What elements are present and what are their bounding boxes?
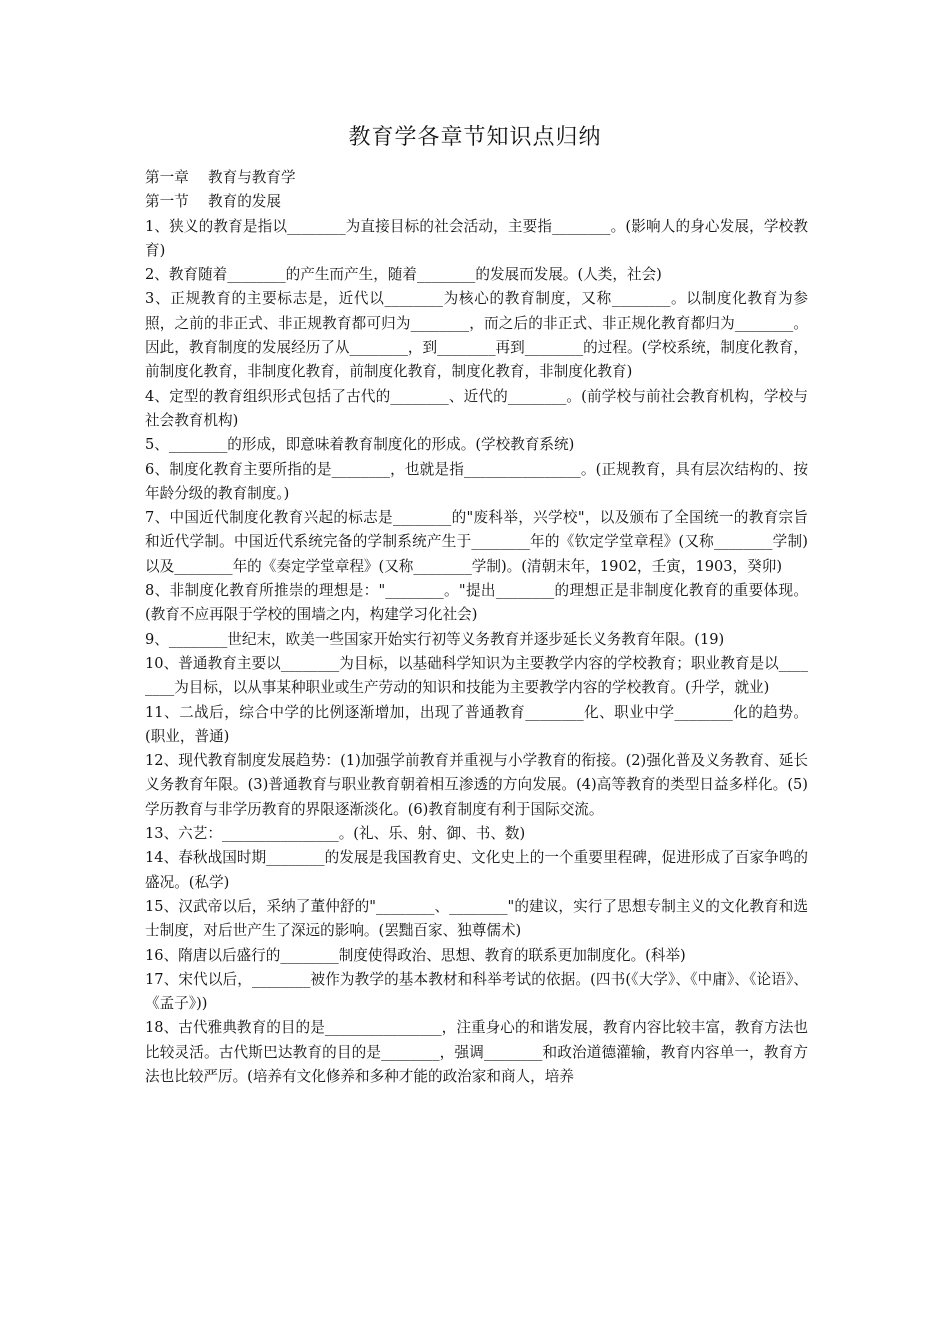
list-item: 7、中国近代制度化教育兴起的标志是________的"废科举，兴学校"，以及颁布了全国统一的教育宗旨和近代学制。中国近代系统完备的学制系统产生于________年的《钦定学堂章程》(又称________学制)以及________年的《奏定学堂章程》(又称________学制)。(清朝末年，1902，壬寅，1903，癸卯): [145, 509, 808, 575]
document-title: 教育学各章节知识点归纳: [348, 125, 602, 150]
document-body: [145, 166, 808, 1089]
chapter-heading: 第一章 教育与教育学: [145, 169, 296, 186]
list-item: 13、六艺：________________。(礼、乐、射、御、书、数): [145, 825, 526, 843]
list-item: 8、非制度化教育所推崇的理想是："________。"提出________的理想正是非制度化教育的重要体现。(教育不应再限于学校的围墙之内，构建学习化社会): [145, 582, 808, 624]
list-item: 11、二战后，综合中学的比例逐渐增加，出现了普通教育________化、职业中学________化的趋势。(职业，普通): [145, 703, 808, 745]
list-item: 17、宋代以后，________被作为教学的基本教材和科举考试的依据。(四书(《大学》、《中庸》、《论语》、《孟子》)): [145, 970, 808, 1013]
list-item: 3、正规教育的主要标志是，近代以________为核心的教育制度，又称________。以制度化教育为参照，之前的非正式、非正规教育都可归为________，而之后的非正式、非正规化教育都归为________。因此，教育制度的发展经历了从________，到________再到________的过程。(学校系统，制度化教育，前制度化教育，非制度化教育，前制度化教育，制度化教育，非制度化教育): [145, 290, 808, 381]
list-item: 2、教育随着________的产生而产生，随着________的发展而发展。(人类，社会): [145, 266, 662, 284]
section-heading: 第一节 教育的发展: [145, 193, 281, 211]
list-item: 18、古代雅典教育的目的是________________，注重身心的和谐发展，教育内容比较丰富，教育方法也比较灵活。古代斯巴达教育的目的是________，强调________和政治道德灌输，教育内容单一，教育方法也比较严厉。(培养有文化修养和多种才能的政治家和商人，培养: [145, 1019, 808, 1085]
list-item: 4、定型的教育组织形式包括了古代的________、近代的________。(前学校与前社会教育机构，学校与社会教育机构): [145, 387, 808, 429]
list-item: 6、制度化教育主要所指的是________，也就是指________________。(正规教育，具有层次结构的、按年龄分级的教育制度。): [145, 460, 808, 502]
list-item: 9、________世纪末，欧美一些国家开始实行初等义务教育并逐步延长义务教育年限。(19): [145, 630, 725, 648]
list-item: 15、汉武帝以后，采纳了董仲舒的"________、________"的建议，实行了思想专制主义的文化教育和选士制度，对后世产生了深远的影响。(罢黜百家、独尊儒术): [145, 897, 808, 940]
list-item: 12、现代教育制度发展趋势：(1)加强学前教育并重视与小学教育的衔接。(2)强化普及义务教育、延长义务教育年限。(3)普通教育与职业教育朝着相互渗透的方向发展。(4)高等教育的类型日益多样化。(5)学历教育与非学历教育的界限逐渐淡化。(6)教育制度有利于国际交流。: [145, 752, 808, 818]
list-item: 5、________的形成，即意味着教育制度化的形成。(学校教育系统): [145, 436, 575, 454]
list-item: 14、春秋战国时期________的发展是我国教育史、文化史上的一个重要里程碑，促进形成了百家争鸣的盛况。(私学): [145, 849, 808, 891]
list-item: 1、狭义的教育是指以________为直接目标的社会活动，主要指________。(影响人的身心发展，学校教育): [145, 217, 808, 259]
list-item: 10、普通教育主要以________为目标，以基础科学知识为主要教学内容的学校教育；职业教育是以________为目标，以从事某种职业或生产劳动的知识和技能为主要教学内容的学校教育。(升学，就业): [145, 654, 808, 697]
list-item: 16、隋唐以后盛行的________制度使得政治、思想、教育的联系更加制度化。(科举): [145, 946, 686, 964]
